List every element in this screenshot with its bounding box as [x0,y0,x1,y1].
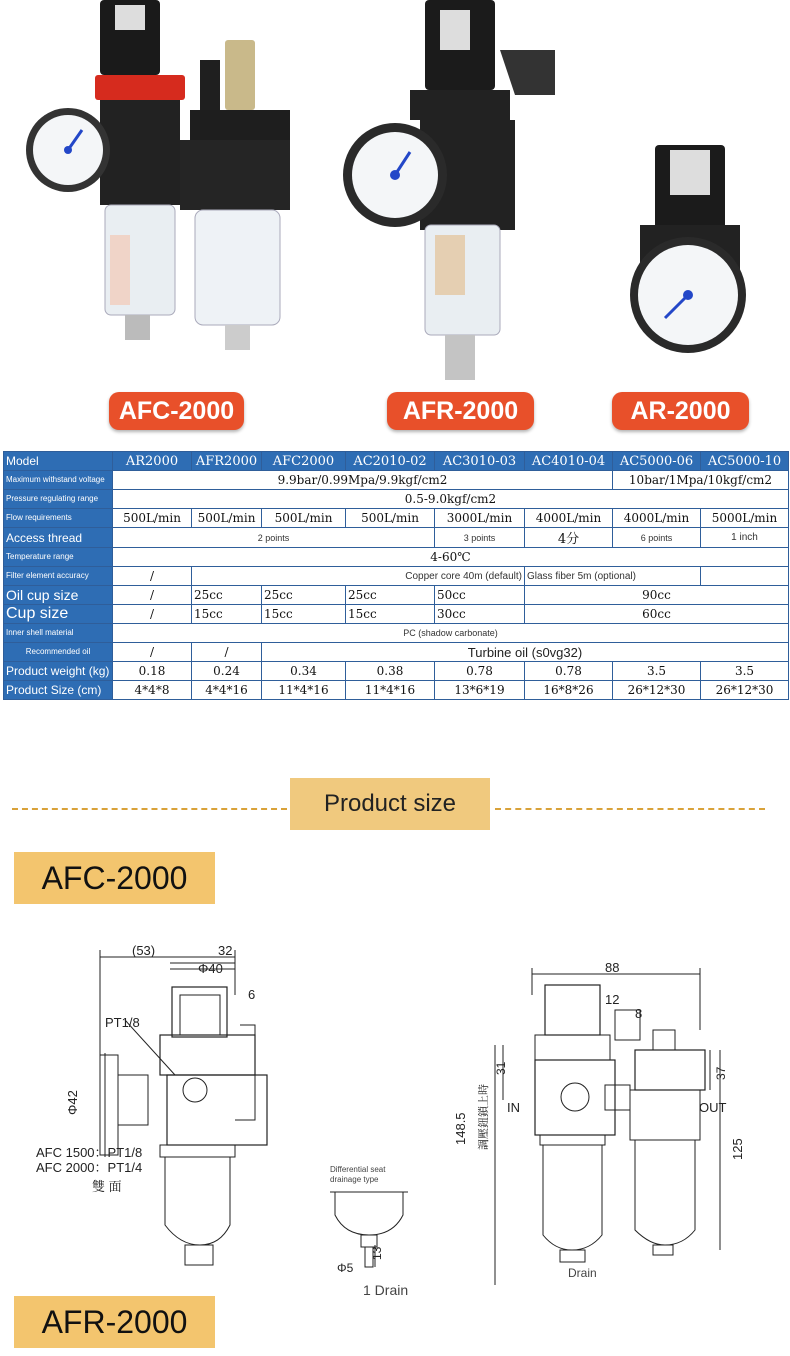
row-label: Flow requirements [4,509,113,528]
table-cell: 0.18 [113,662,192,681]
table-cell: 4-60℃ [113,548,789,567]
header-cell: AC2010-02 [346,452,435,471]
table-cell: 90cc [525,586,789,605]
table-cell: 16*8*26 [525,681,613,700]
table-row [4,681,789,700]
table-cell: 6 points [613,528,701,548]
table-cell: 13*6*19 [435,681,525,700]
table-cell: 0.38 [346,662,435,681]
table-row [4,624,789,643]
table-cell: 26*12*30 [613,681,701,700]
table-cell: Copper core 40m (default) [192,567,525,586]
table-cell: 500L/min [113,509,192,528]
header-cell: AC4010-04 [525,452,613,471]
label-drain: Drain [568,1266,597,1280]
table-cell: 15cc [192,605,262,624]
table-row [4,662,789,681]
header-cell: AC5000-06 [613,452,701,471]
table-cell: 4*4*8 [113,681,192,700]
table-cell: 50cc [435,586,525,605]
dim-88: 88 [605,960,620,975]
drain-1-label: 1 Drain [363,1282,409,1298]
row-label: Recommended oil [4,643,113,662]
table-header-row [4,452,789,471]
ar-2000-photo [625,140,755,370]
dim-13: 13 [370,1246,384,1260]
dim-53: (53) [132,943,156,958]
table-cell: / [192,643,262,662]
dashed-divider-left [12,808,287,810]
table-cell: 0.34 [262,662,346,681]
table-row [4,471,789,490]
table-row [4,528,789,548]
table-cell: 15cc [346,605,435,624]
table-cell: 30cc [435,605,525,624]
label-pt18: PT1/8 [105,1015,140,1030]
header-cell: AFC2000 [262,452,346,471]
header-cell: AFR2000 [192,452,262,471]
header-model: Model [4,452,113,471]
row-label: Maximum withstand voltage [4,471,113,490]
table-cell: 500L/min [346,509,435,528]
label-afc1500: AFC 1500：PT1/8 [36,1145,143,1160]
model-tag-afc: AFC-2000 [14,852,215,904]
table-cell: PC (shadow carbonate) [113,624,789,643]
row-label: Temperature range [4,548,113,567]
dim-31: 31 [494,1061,508,1075]
label-dia42: Φ42 [65,1090,80,1115]
table-cell: 0.24 [192,662,262,681]
table-cell: 4000L/min [613,509,701,528]
afc-2000-photo [20,0,320,380]
table-cell [701,567,789,586]
table-cell: 3000L/min [435,509,525,528]
ar-2000-label: AR-2000 [612,392,749,430]
table-cell: 9.9bar/0.99Mpa/9.9kgf/cm2 [113,471,613,490]
table-cell: 11*4*16 [346,681,435,700]
header-cell: AC3010-03 [435,452,525,471]
table-cell: 10bar/1Mpa/10kgf/cm2 [613,471,789,490]
dim-12: 12 [605,992,620,1007]
table-cell: Turbine oil (s0vg32) [262,643,789,662]
table-cell: 500L/min [192,509,262,528]
table-cell: Glass fiber 5m (optional) [525,567,701,586]
table-cell: 1 inch [701,528,789,548]
model-tag-afr: AFR-2000 [14,1296,215,1348]
drawing-front-view [455,950,765,1290]
drain-type-line2: drainage type [330,1175,379,1184]
table-cell: / [113,605,192,624]
table-row [4,509,789,528]
section-title: Product size [290,778,490,830]
header-cell: AR2000 [113,452,192,471]
vertical-note: 調壓鈕鎖上時 [478,1084,490,1150]
drawing-drain-detail [325,1160,435,1300]
table-cell: 0.78 [435,662,525,681]
table-row [4,490,789,509]
table-row [4,643,789,662]
table-cell: 25cc [262,586,346,605]
dashed-divider-right [495,808,765,810]
table-row [4,548,789,567]
drain-type-line1: Differential seat [330,1165,386,1174]
table-cell: / [113,586,192,605]
row-label: Product weight (kg) [4,662,113,681]
table-cell: 2 points [113,528,435,548]
header-cell: AC5000-10 [701,452,789,471]
dim-32: 32 [218,943,233,958]
table-cell: 4分 [525,528,613,548]
afc-2000-label: AFC-2000 [109,392,244,430]
table-cell: 25cc [346,586,435,605]
table-cell: 60cc [525,605,789,624]
row-label: Pressure regulating range [4,490,113,509]
afr-2000-photo [340,0,570,390]
table-cell: / [113,567,192,586]
dim-37: 37 [714,1066,728,1080]
table-cell: 0.78 [525,662,613,681]
table-cell: 500L/min [262,509,346,528]
table-cell: 4*4*16 [192,681,262,700]
dim-8: 8 [635,1006,643,1021]
table-cell: 3 points [435,528,525,548]
row-label: Oil cup size [4,586,113,605]
table-cell: 26*12*30 [701,681,789,700]
dim-d5: Φ5 [337,1261,354,1275]
table-cell: 4000L/min [525,509,613,528]
afr-2000-label: AFR-2000 [387,392,534,430]
table-row [4,586,789,605]
label-double: 雙 面 [92,1179,122,1194]
row-label: Access thread [4,528,113,548]
table-cell: 15cc [262,605,346,624]
label-out: OUT [699,1100,727,1115]
table-cell: 0.5-9.0kgf/cm2 [113,490,789,509]
drawing-side-view [30,935,270,1275]
row-label: Filter element accuracy [4,567,113,586]
table-row [4,605,789,624]
row-label: Inner shell material [4,624,113,643]
dim-40: Φ40 [198,961,223,976]
dim-125: 125 [730,1138,745,1160]
row-label: Product Size (cm) [4,681,113,700]
table-row [4,567,789,586]
dim-148: 148.5 [453,1112,468,1145]
label-afc2000: AFC 2000：PT1/4 [36,1160,143,1175]
dim-6: 6 [248,987,256,1002]
table-cell: 25cc [192,586,262,605]
spec-table [3,451,789,700]
table-cell: / [113,643,192,662]
table-cell: 3.5 [701,662,789,681]
table-cell: 3.5 [613,662,701,681]
row-label: Cup size [4,605,113,624]
table-cell: 11*4*16 [262,681,346,700]
table-cell: 5000L/min [701,509,789,528]
label-in: IN [507,1100,520,1115]
